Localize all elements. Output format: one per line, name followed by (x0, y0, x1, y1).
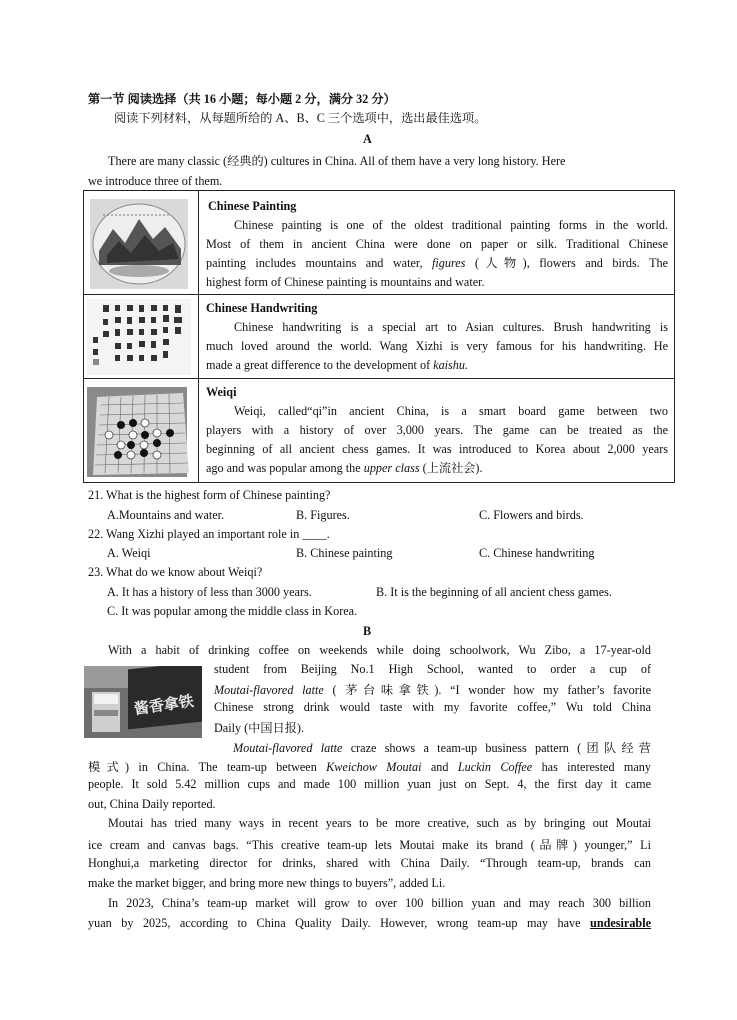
passage-b-p1-line-3: Moutai-flavored latte ( 茅台味拿铁). “I wonder how my father’s favorite (214, 683, 652, 697)
question-21-option-c: C. Flowers and birds. (479, 508, 584, 522)
instruction: 阅读下列材料，从每题所给的 A、B、C 三个选项中，选出最佳选项。 (114, 111, 487, 125)
passage-b-p2-line-2: 模式) in China. The team-up between Kweichow Moutai and Luckin Coffee has interested many (88, 760, 651, 774)
handwriting-image (85, 297, 195, 377)
latte-sign-text: 酱香拿铁 (132, 691, 195, 719)
passage-b-p4-line-1: In 2023, China’s team-up market will grow to over 100 billion yuan and may reach 300 billion (108, 896, 651, 910)
passage-a-intro-2: we introduce three of them. (88, 174, 223, 188)
handwriting-line-2: much loved around the world. Wang Xizhi is very famous for his handwriting. He (206, 339, 668, 353)
weiqi-heading: Weiqi (206, 385, 237, 399)
painting-heading: Chinese Painting (208, 199, 297, 213)
passage-a-label: A (363, 132, 372, 146)
passage-b-p1-line-4: Chinese strong drink would taste with my favorite coffee,” Wu told China (214, 700, 651, 714)
question-22-option-a: A. Weiqi (107, 546, 151, 560)
painting-line-1: Chinese painting is one of the oldest traditional painting forms in the world. (234, 218, 668, 232)
passage-b-p2-line-1: Moutai-flavored latte craze shows a team-up business pattern (团队经营 (233, 741, 651, 755)
handwriting-heading: Chinese Handwriting (206, 301, 318, 315)
weiqi-line-3: beginning of all ancient chess games. It was introduced to Korea about 2,000 years (206, 442, 668, 456)
passage-b-p1-line-2: student from Beijing No.1 High School, wanted to order a cup of (214, 662, 651, 676)
painting-image (85, 193, 195, 293)
handwriting-line-3: made a great difference to the development of kaishu. (206, 358, 469, 372)
question-21-option-a: A.Mountains and water. (107, 508, 225, 522)
latte-image (84, 666, 202, 738)
handwriting-line-1: Chinese handwriting is a special art to Asian cultures. Brush handwriting is (234, 320, 668, 334)
passage-b-p3-line-4: make the market bigger, and bring more new things to buyers”, added Li. (88, 876, 446, 890)
weiqi-line-4: ago and was popular among the upper class (上流社会). (206, 461, 483, 475)
painting-text-cell (199, 191, 675, 295)
question-23-option-c: C. It was popular among the middle class in Korea. (107, 604, 358, 618)
question-22-stem: 22. Wang Xizhi played an important role in ____. (88, 527, 330, 541)
passage-b-p3-line-3: Honghui,a marketing director for drinks, shared with China Daily. “Through team-up, brands can (88, 856, 651, 870)
weiqi-image (85, 383, 195, 483)
weiqi-text-cell (199, 379, 675, 483)
culture-table (83, 190, 675, 483)
painting-line-3: painting includes mountains and water, figures (人物), flowers and birds. The (206, 256, 669, 270)
handwriting-image-cell (84, 295, 199, 379)
handwriting-text-cell (199, 295, 675, 379)
question-23-stem: 23. What do we know about Weiqi? (88, 565, 263, 579)
weiqi-line-1: Weiqi, called“qi”in ancient China, is a smart board game between two (234, 404, 668, 418)
passage-a-intro-1: There are many classic (经典的) cultures in China. All of them have a very long history. Here (108, 154, 566, 168)
passage-b-p1-line-1: With a habit of drinking coffee on weekends while doing schoolwork, Wu Zibo, a 17-year-old (108, 643, 651, 657)
table-row-weiqi (84, 379, 675, 483)
table-row-handwriting (84, 295, 675, 379)
passage-b-label: B (363, 624, 372, 638)
table-row-painting (84, 191, 675, 295)
passage-b-p3-line-2: ice cream and canvas bags. “This creative team-up lets Moutai make its brand (品牌) younger,” Li (88, 838, 651, 852)
question-23-option-a: A. It has a history of less than 3000 years. (107, 585, 312, 599)
passage-b-p4-line-2: yuan by 2025, according to China Quality Daily. However, wrong team-up may have undesirable (88, 916, 651, 930)
passage-b-p3-line-1: Moutai has tried many ways in recent years to be more creative, such as by bringing out Moutai (108, 816, 651, 830)
question-23-option-b: B. It is the beginning of all ancient chess games. (376, 585, 612, 599)
weiqi-image-cell (84, 379, 199, 483)
painting-line-2: Most of them in ancient China were done on paper or silk. Traditional Chinese (206, 237, 668, 251)
passage-b-p1-line-5: Daily (中国日报). (214, 721, 305, 735)
passage-b-p2-line-3: people. It sold 5.42 million cups and made 100 million yuan just on Sept. 4, the first day it came (88, 777, 651, 791)
question-22-option-c: C. Chinese handwriting (479, 546, 595, 560)
weiqi-line-2: players with a history of over 3,000 years. The game can be treated as the (206, 423, 668, 437)
question-22-option-b: B. Chinese painting (296, 546, 393, 560)
question-21-stem: 21. What is the highest form of Chinese painting? (88, 488, 331, 502)
question-21-option-b: B. Figures. (296, 508, 350, 522)
painting-line-4: highest form of Chinese painting is mountains and water. (206, 275, 485, 289)
section-title: 第一节 阅读选择（共 16 小题；每小题 2 分，满分 32 分） (88, 92, 396, 106)
painting-image-cell (84, 191, 199, 295)
passage-b-p2-line-4: out, China Daily reported. (88, 797, 216, 811)
